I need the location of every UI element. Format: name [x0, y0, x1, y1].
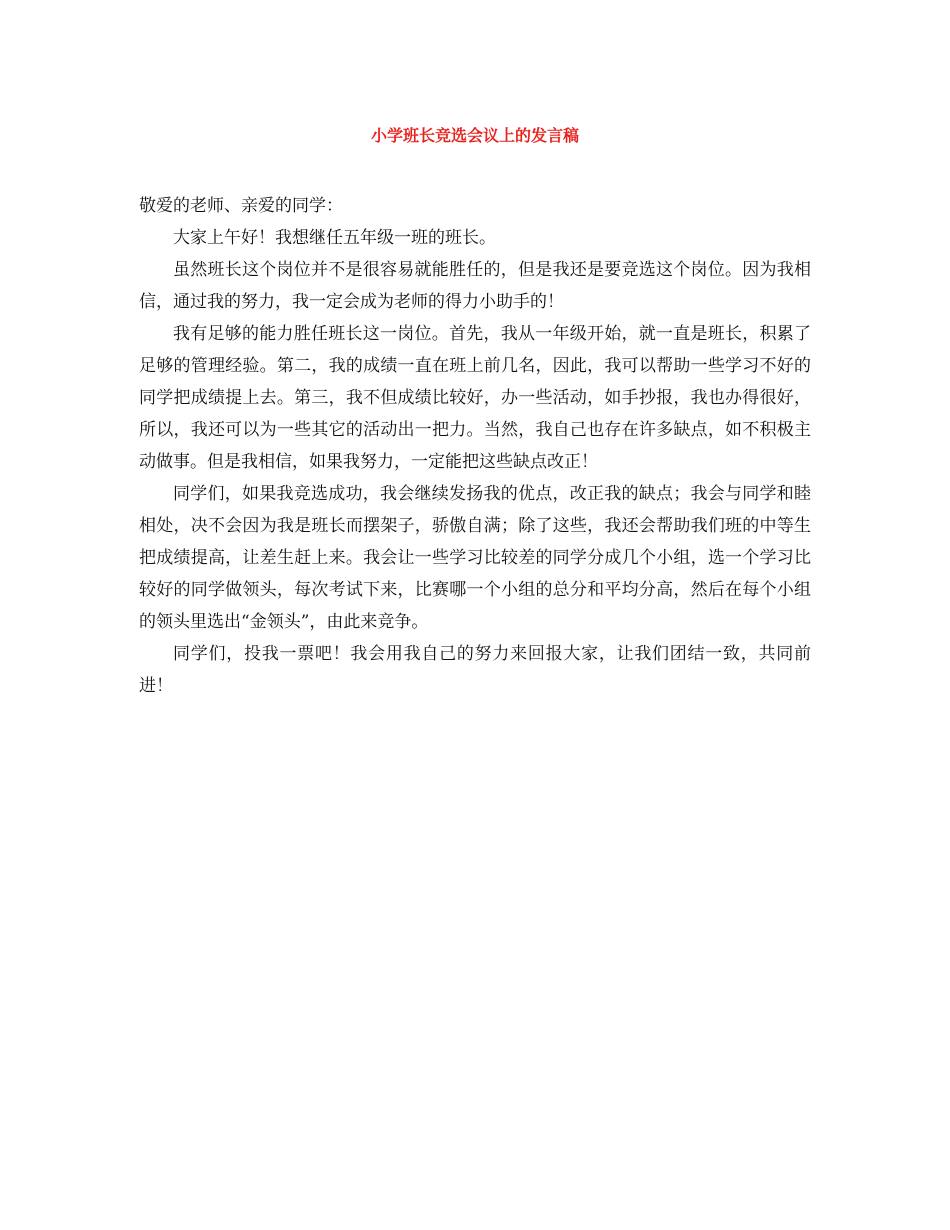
salutation: 敬爱的老师、亲爱的同学：	[139, 196, 343, 216]
paragraph-4: 同学们，如果我竞选成功，我会继续发扬我的优点，改正我的缺点；我会与同学和睦相处，决不会因为我是班长而摆架子，骄傲自满；除了这些，我还会帮助我们班的中等生把成绩提高，让差生赶上来。我会让一些学习比较差的同学分成几个小组，选一个学习比较好的同学做领头，每次考试下来，比赛哪一个小组的总分和平均分高，然后在每个小组的领头里选出“金领头”，由此来竞争。	[139, 484, 811, 632]
document-title: 小学班长竞选会议上的发言稿	[370, 126, 579, 145]
paragraph-2: 虽然班长这个岗位并不是很容易就能胜任的，但是我还是要竞选这个岗位。因为我相信，通过我的努力，我一定会成为老师的得力小助手的！	[139, 260, 811, 312]
document-body	[139, 190, 811, 702]
paragraph-1: 大家上午好！我想继任五年级一班的班长。	[173, 228, 496, 248]
paragraph-5: 同学们，投我一票吧！我会用我自己的努力来回报大家，让我们团结一致，共同前进！	[139, 644, 811, 696]
paragraph-3: 我有足够的能力胜任班长这一岗位。首先，我从一年级开始，就一直是班长，积累了足够的管理经验。第二，我的成绩一直在班上前几名，因此，我可以帮助一些学习不好的同学把成绩提上去。第三，我不但成绩比较好，办一些活动，如手抄报，我也办得很好，所以，我还可以为一些其它的活动出一把力。当然，我自己也存在许多缺点，如不积极主动做事。但是我相信，如果我努力，一定能把这些缺点改正！	[139, 324, 811, 472]
